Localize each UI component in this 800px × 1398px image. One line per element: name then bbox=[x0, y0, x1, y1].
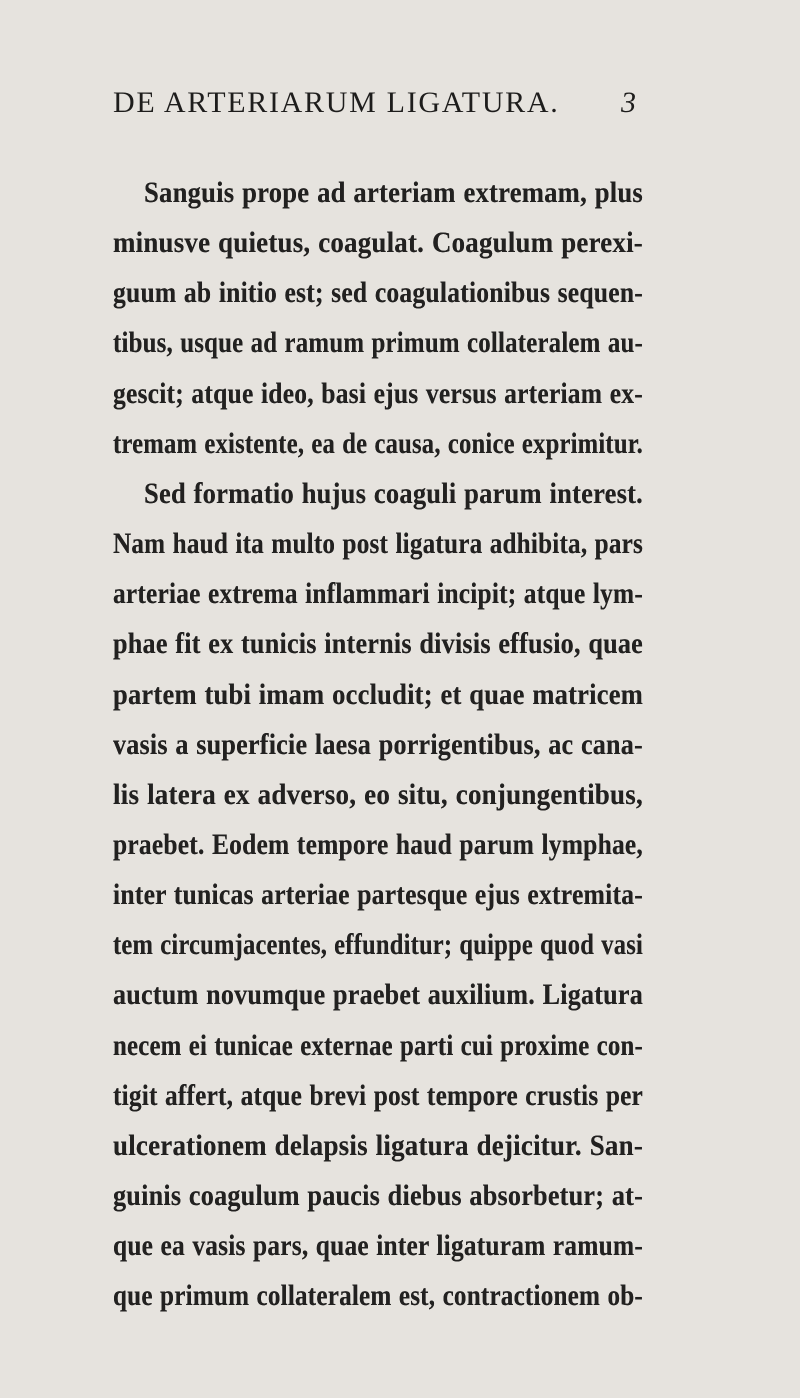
text-line: ulcerationem delapsis ligatura dejicitur. San- bbox=[113, 1128, 644, 1162]
text-line: minusve quietus, coagulat. Coagulum perexi- bbox=[113, 226, 643, 260]
text-line: arteriae extrema inflammari incipit; atque lym- bbox=[113, 577, 644, 611]
running-title: DE ARTERIARUM LIGATURA. bbox=[113, 86, 560, 119]
running-head bbox=[0, 86, 800, 126]
text-line: inter tunicas arteriae partesque ejus extremita- bbox=[113, 878, 644, 912]
text-line: partem tubi imam occludit; et quae matricem bbox=[113, 677, 643, 711]
text-line: guum ab initio est; sed coagulationibus sequen- bbox=[113, 276, 644, 310]
text-line: que primum collateralem est, contractionem ob- bbox=[113, 1279, 643, 1313]
text-line: tibus, usque ad ramum primum collateralem au- bbox=[113, 326, 643, 360]
text-line: vasis a superficie laesa porrigentibus, ac cana- bbox=[113, 727, 643, 761]
text-line: lis latera ex adverso, eo situ, conjungentibus, bbox=[113, 777, 644, 811]
text-line: auctum novumque praebet auxilium. Ligatura bbox=[113, 978, 644, 1012]
text-line: Nam haud ita multo post ligatura adhibita, pars bbox=[113, 527, 644, 561]
text-line: tigit affert, atque brevi post tempore crustis per bbox=[113, 1078, 644, 1112]
text-line: praebet. Eodem tempore haud parum lymphae, bbox=[113, 827, 644, 861]
text-line: tem circumjacentes, effunditur; quippe quod vasi bbox=[113, 928, 643, 962]
text-line: que ea vasis pars, quae inter ligaturam ramum- bbox=[113, 1229, 644, 1263]
text-line: necem ei tunicae externae parti cui proxime con- bbox=[113, 1028, 644, 1062]
text-line: Sed formatio hujus coaguli parum interest. bbox=[144, 476, 644, 510]
page-number: 3 bbox=[621, 86, 636, 119]
text-line: Sanguis prope ad arteriam extremam, plus bbox=[144, 176, 643, 209]
text-line: phae fit ex tunicis internis divisis effusio, quae bbox=[113, 627, 644, 661]
text-line: guinis coagulum paucis diebus absorbetur; at- bbox=[113, 1179, 644, 1212]
text-line: gescit; atque ideo, basi ejus versus arteriam ex- bbox=[113, 376, 643, 410]
text-line: tremam existente, ea de causa, conice exprimitur. bbox=[113, 426, 643, 460]
